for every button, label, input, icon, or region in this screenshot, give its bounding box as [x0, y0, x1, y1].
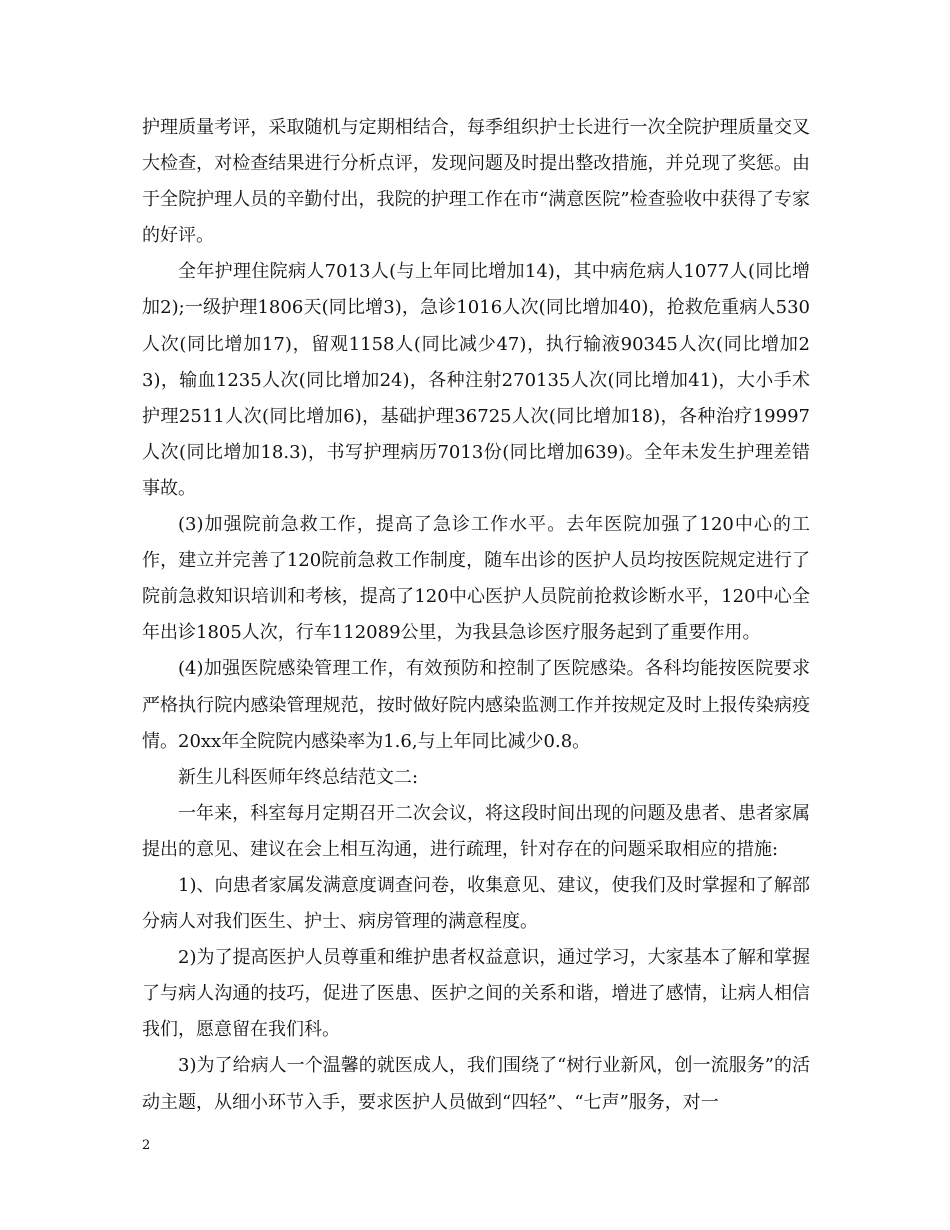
list-item-satisfaction-survey: 1)、向患者家属发满意度调查问卷，收集意见、建议，使我们及时掌握和了解部分病人对我们医生、护士、病房管理的满意程度。 — [142, 874, 810, 933]
paragraph-nursing-quality-review: 护理质量考评，采取随机与定期相结合，每季组织护士长进行一次全院护理质量交叉大检查，对检查结果进行分析点评，发现问题及时提出整改措施，并兑现了奖惩。由于全院护理人员的辛勤付出，我院的护理工作在市“满意医院”检查验收中获得了专家的好评。 — [142, 117, 810, 247]
list-item-service-theme: 3)为了给病人一个温馨的就医成人，我们围绕了“树行业新风，创一流服务”的活动主题，从细小环节入手，要求医护人员做到“四轻”、“七声”服务，对一 — [142, 1055, 810, 1113]
document-body — [142, 110, 810, 1121]
page-number: 2 — [142, 1138, 151, 1153]
paragraph-department-meetings: 一年来，科室每月定期召开二次会议，将这段时间出现的问题及患者、患者家属提出的意见、建议在会上相互沟通，进行疏理，针对存在的问题采取相应的措施: — [142, 802, 810, 860]
list-item-patient-rights: 2)为了提高医护人员尊重和维护患者权益意识，通过学习，大家基本了解和掌握了与病人沟通的技巧，促进了医患、医护之间的关系和谐，增进了感情，让病人相信我们，愿意留在我们科。 — [142, 947, 810, 1041]
paragraph-infection-control: (4)加强医院感染管理工作，有效预防和控制了医院感染。各科均能按医院要求严格执行院内感染管理规范，按时做好院内感染监测工作并按规定及时上报传染病疫情。20xx年全院院内感染率为1.6,与上年同比减少0.8。 — [142, 658, 810, 752]
section-heading-sample-two: 新生儿科医师年终总结范文二: — [178, 766, 419, 788]
paragraph-prehospital-emergency: (3)加强院前急救工作，提高了急诊工作水平。去年医院加强了120中心的工作，建立并完善了120院前急救工作制度，随车出诊的医护人员均按医院规定进行了院前急救知识培训和考核，提高了120中心医护人员院前抢救诊断水平，120中心全年出诊1805人次，行车112089公里，为我县急诊医疗服务起到了重要作用。 — [142, 514, 810, 644]
paragraph-annual-nursing-statistics: 全年护理住院病人7013人(与上年同比增加14)，其中病危病人1077人(同比增加2);一级护理1806天(同比增3)，急诊1016人次(同比增加40)，抢救危重病人530人次(同比增加17)，留观1158人(同比减少47)，执行输液90345人次(同比增加23)，输血1235人次(同比增加24)，各种注射270135人次(同比增加41)，大小手术护理2511人次(同比增加6)，基础护理36725人次(同比增加18)，各种治疗19997人次(同比增加18.3)，书写护理病历7013份(同比增加639)。全年未发生护理差错事故。 — [142, 261, 810, 499]
